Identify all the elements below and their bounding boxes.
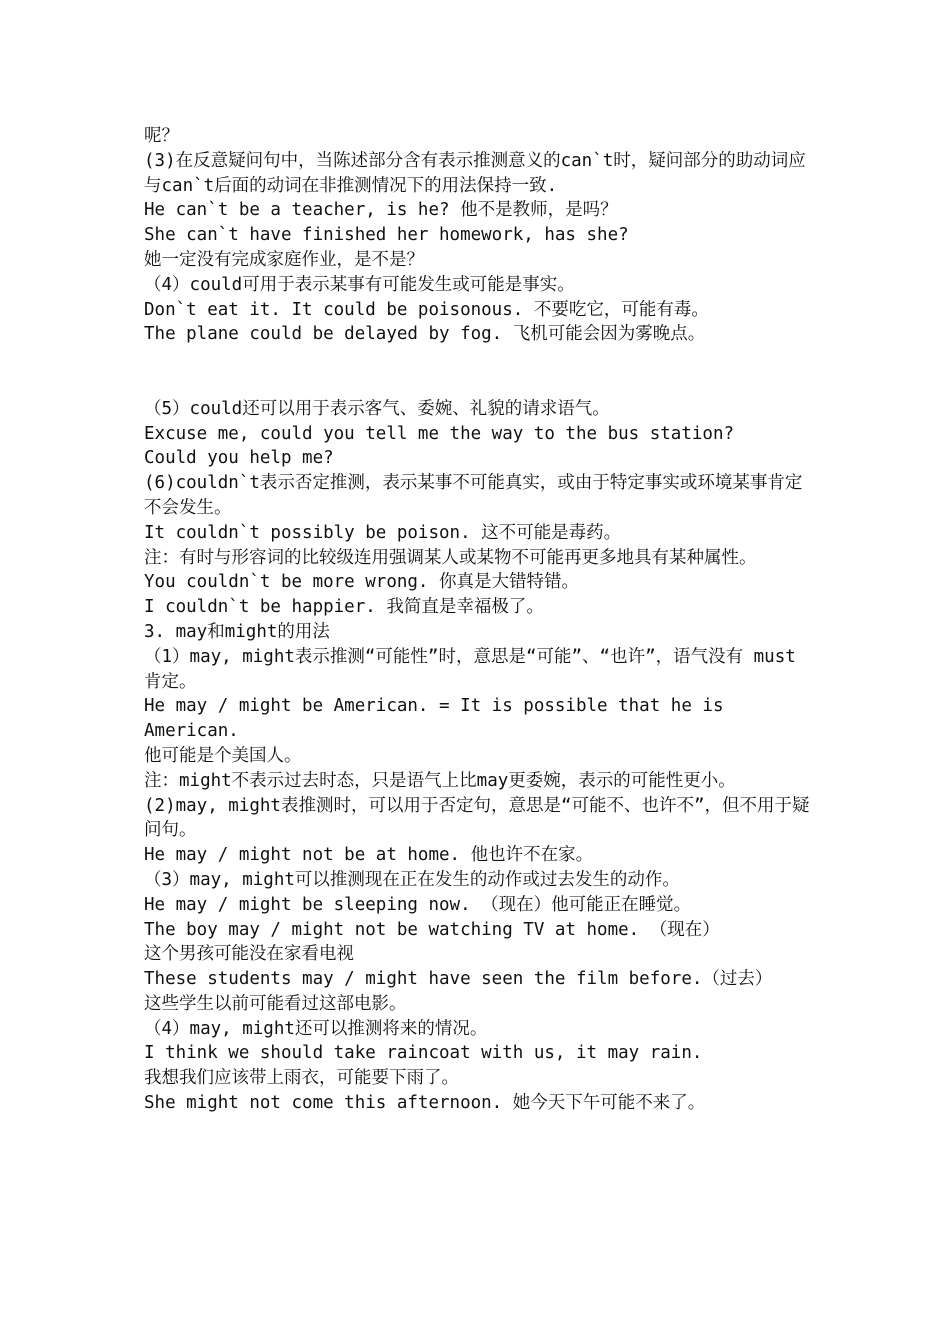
text-line: (3)在反意疑问句中，当陈述部分含有表示推测意义的can`t时，疑问部分的助动词应与can`t后面的动词在非推测情况下的用法保持一致. — [144, 150, 806, 196]
text-line: He can`t be a teacher, is he? 他不是教师，是吗？ — [144, 200, 618, 221]
text-line: The boy may / might not be watching TV at home. （现在） — [144, 919, 720, 940]
document-page — [144, 124, 810, 1116]
text-line: She might not come this afternoon. 她今天下午可能不来了。 — [144, 1093, 706, 1114]
text-line: She can`t have finished her homework, has she? — [144, 225, 629, 246]
text-line: It couldn`t possibly be poison. 这不可能是毒药。 — [144, 522, 622, 543]
text-line: You couldn`t be more wrong. 你真是大错特错。 — [144, 572, 580, 593]
text-line: (2)may, might表推测时，可以用于否定句，意思是“可能不、也许不”，但不用于疑问句。 — [144, 795, 810, 841]
text-line: （4）may, might还可以推测将来的情况。 — [144, 1018, 488, 1039]
text-line: 我想我们应该带上雨衣，可能要下雨了。 — [144, 1068, 459, 1089]
text-line: 她一定没有完成家庭作业，是不是？ — [144, 249, 424, 270]
text-line: （3）may, might可以推测现在正在发生的动作或过去发生的动作。 — [144, 869, 680, 890]
text-line: 他可能是个美国人。 — [144, 745, 302, 766]
text-line: （1）may, might表示推测“可能性”时，意思是“可能”、“也许”，语气没有 must肯定。 — [144, 646, 796, 692]
text-line: I couldn`t be happier. 我简直是幸福极了。 — [144, 597, 544, 618]
text-line: （5）could还可以用于表示客气、委婉、礼貌的请求语气。 — [144, 398, 610, 419]
text-line: Excuse me, could you tell me the way to the bus station? — [144, 423, 735, 444]
text-line: I think we should take raincoat with us, it may rain. — [144, 1043, 703, 1064]
text-line: 注：might不表示过去时态，只是语气上比may更委婉，表示的可能性更小。 — [144, 770, 736, 791]
text-line: 呢？ — [144, 126, 179, 146]
text-line: He may / might not be at home. 他也许不在家。 — [144, 845, 594, 866]
text-line: (6)couldn`t表示否定推测，表示某事不可能真实，或由于特定事实或环境某事肯定不会发生。 — [144, 473, 803, 518]
text-line: He may / might be sleeping now. （现在）他可能正在睡觉。 — [144, 894, 692, 915]
text-line: 这些学生以前可能看过这部电影。 — [144, 993, 407, 1014]
text-line: He may / might be American. = It is possible that he is American. — [144, 696, 735, 742]
text-line: These students may / might have seen the film before.（过去） — [144, 969, 773, 990]
text-line: Don`t eat it. It could be poisonous. 不要吃它，可能有毒。 — [144, 299, 709, 320]
blank-gap — [144, 347, 810, 397]
text-line: The plane could be delayed by fog. 飞机可能会因为雾晚点。 — [144, 324, 706, 345]
section-heading: 3. may和might的用法 — [144, 621, 330, 642]
text-line: Could you help me? — [144, 448, 334, 469]
text-line: 这个男孩可能没在家看电视 — [144, 944, 354, 965]
text-line: 注：有时与形容词的比较级连用强调某人或某物不可能再更多地具有某种属性。 — [144, 547, 757, 568]
text-line: （4）could可用于表示某事有可能发生或可能是事实。 — [144, 274, 575, 295]
